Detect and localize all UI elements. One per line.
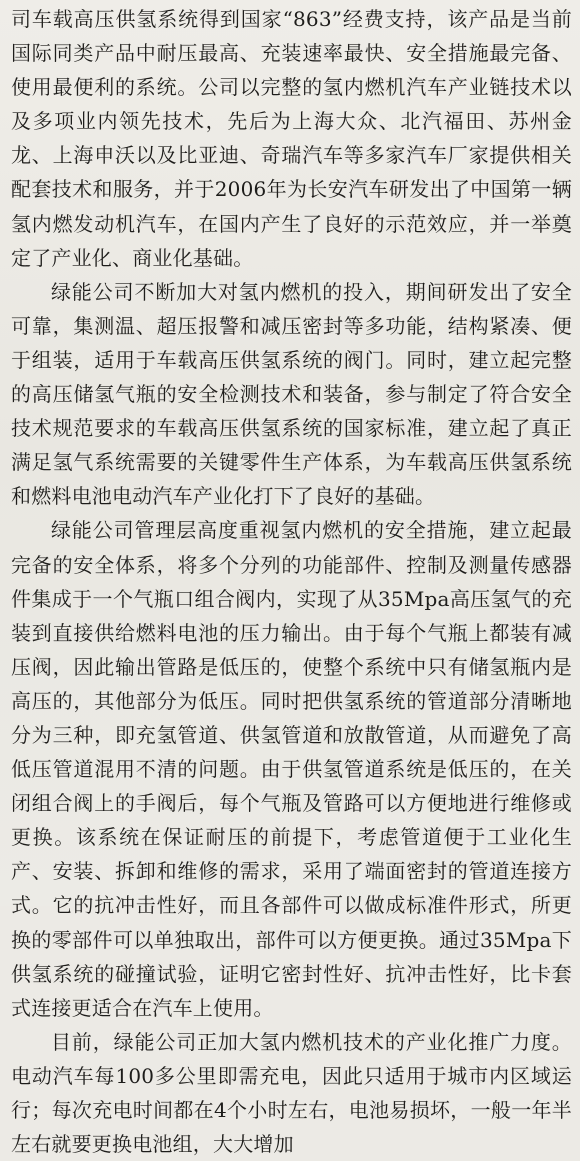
paragraph-1: 司车载高压供氢系统得到国家“863”经费支持，该产品是当前国际同类产品中耐压最高、充装速率最快、安全措施最完备、使用最便利的系统。公司以完整的氢内燃机汽车产业链技术以及多项业内领先技术，先后为上海大众、北汽福田、苏州金龙、上海申沃以及比亚迪、奇瑞汽车等多家汽车厂家提供相关配套技术和服务，并于2006年为长安汽车研发出了中国第一辆氢内燃发动机汽车，在国内产生了良好的示范效应，并一举奠定了产业化、商业化基础。 [11, 7, 572, 270]
paragraph-2: 绿能公司不断加大对氢内燃机的投入，期间研发出了安全可靠，集测温、超压报警和减压密封等多功能，结构紧凑、便于组装，适用于车载高压供氢系统的阀门。同时，建立起完整的高压储氢气瓶的安全检测技术和装备，参与制定了符合安全技术规范要求的车载高压供氢系统的国家标准，建立起了真正满足氢气系统需要的关键零件生产体系，为车载高压供氢系统和燃料电池电动汽车产业化打下了良好的基础。 [11, 279, 572, 509]
paragraph-4: 目前，绿能公司正加大氢内燃机技术的产业化推广力度。电动汽车每100多公里即需充电，因此只适用于城市内区域运行；每次充电时间都在4个小时左右，电池易损坏，一般一年半左右就要更换电池组，大大增加 [11, 1029, 572, 1157]
paragraph-3: 绿能公司管理层高度重视氢内燃机的安全措施，建立起最完备的安全体系，将多个分列的功能部件、控制及测量传感器件集成于一个气瓶口组合阀内，实现了从35Mpa高压氢气的充装到直接供给燃料电池的压力输出。由于每个气瓶上都装有减压阀，因此输出管路是低压的，使整个系统中只有储氢瓶内是高压的，其他部分为低压。同时把供氢系统的管道部分清晰地分为三种，即充氢管道、供氢管道和放散管道，从而避免了高低压管道混用不清的问题。由于供氢管道系统是低压的，在关闭组合阀上的手阀后，每个气瓶及管路可以方便地进行维修或更换。该系统在保证耐压的前提下，考虑管道便于工业化生产、安装、拆卸和维修的需求，采用了端面密封的管道连接方式。它的抗冲击性好，而且各部件可以做成标准件形式，所更换的零部件可以单独取出，部件可以方便更换。通过35Mpa下供氢系统的碰撞试验，证明它密封性好、抗冲击性好，比卡套式连接更适合在汽车上使用。 [11, 518, 572, 1020]
